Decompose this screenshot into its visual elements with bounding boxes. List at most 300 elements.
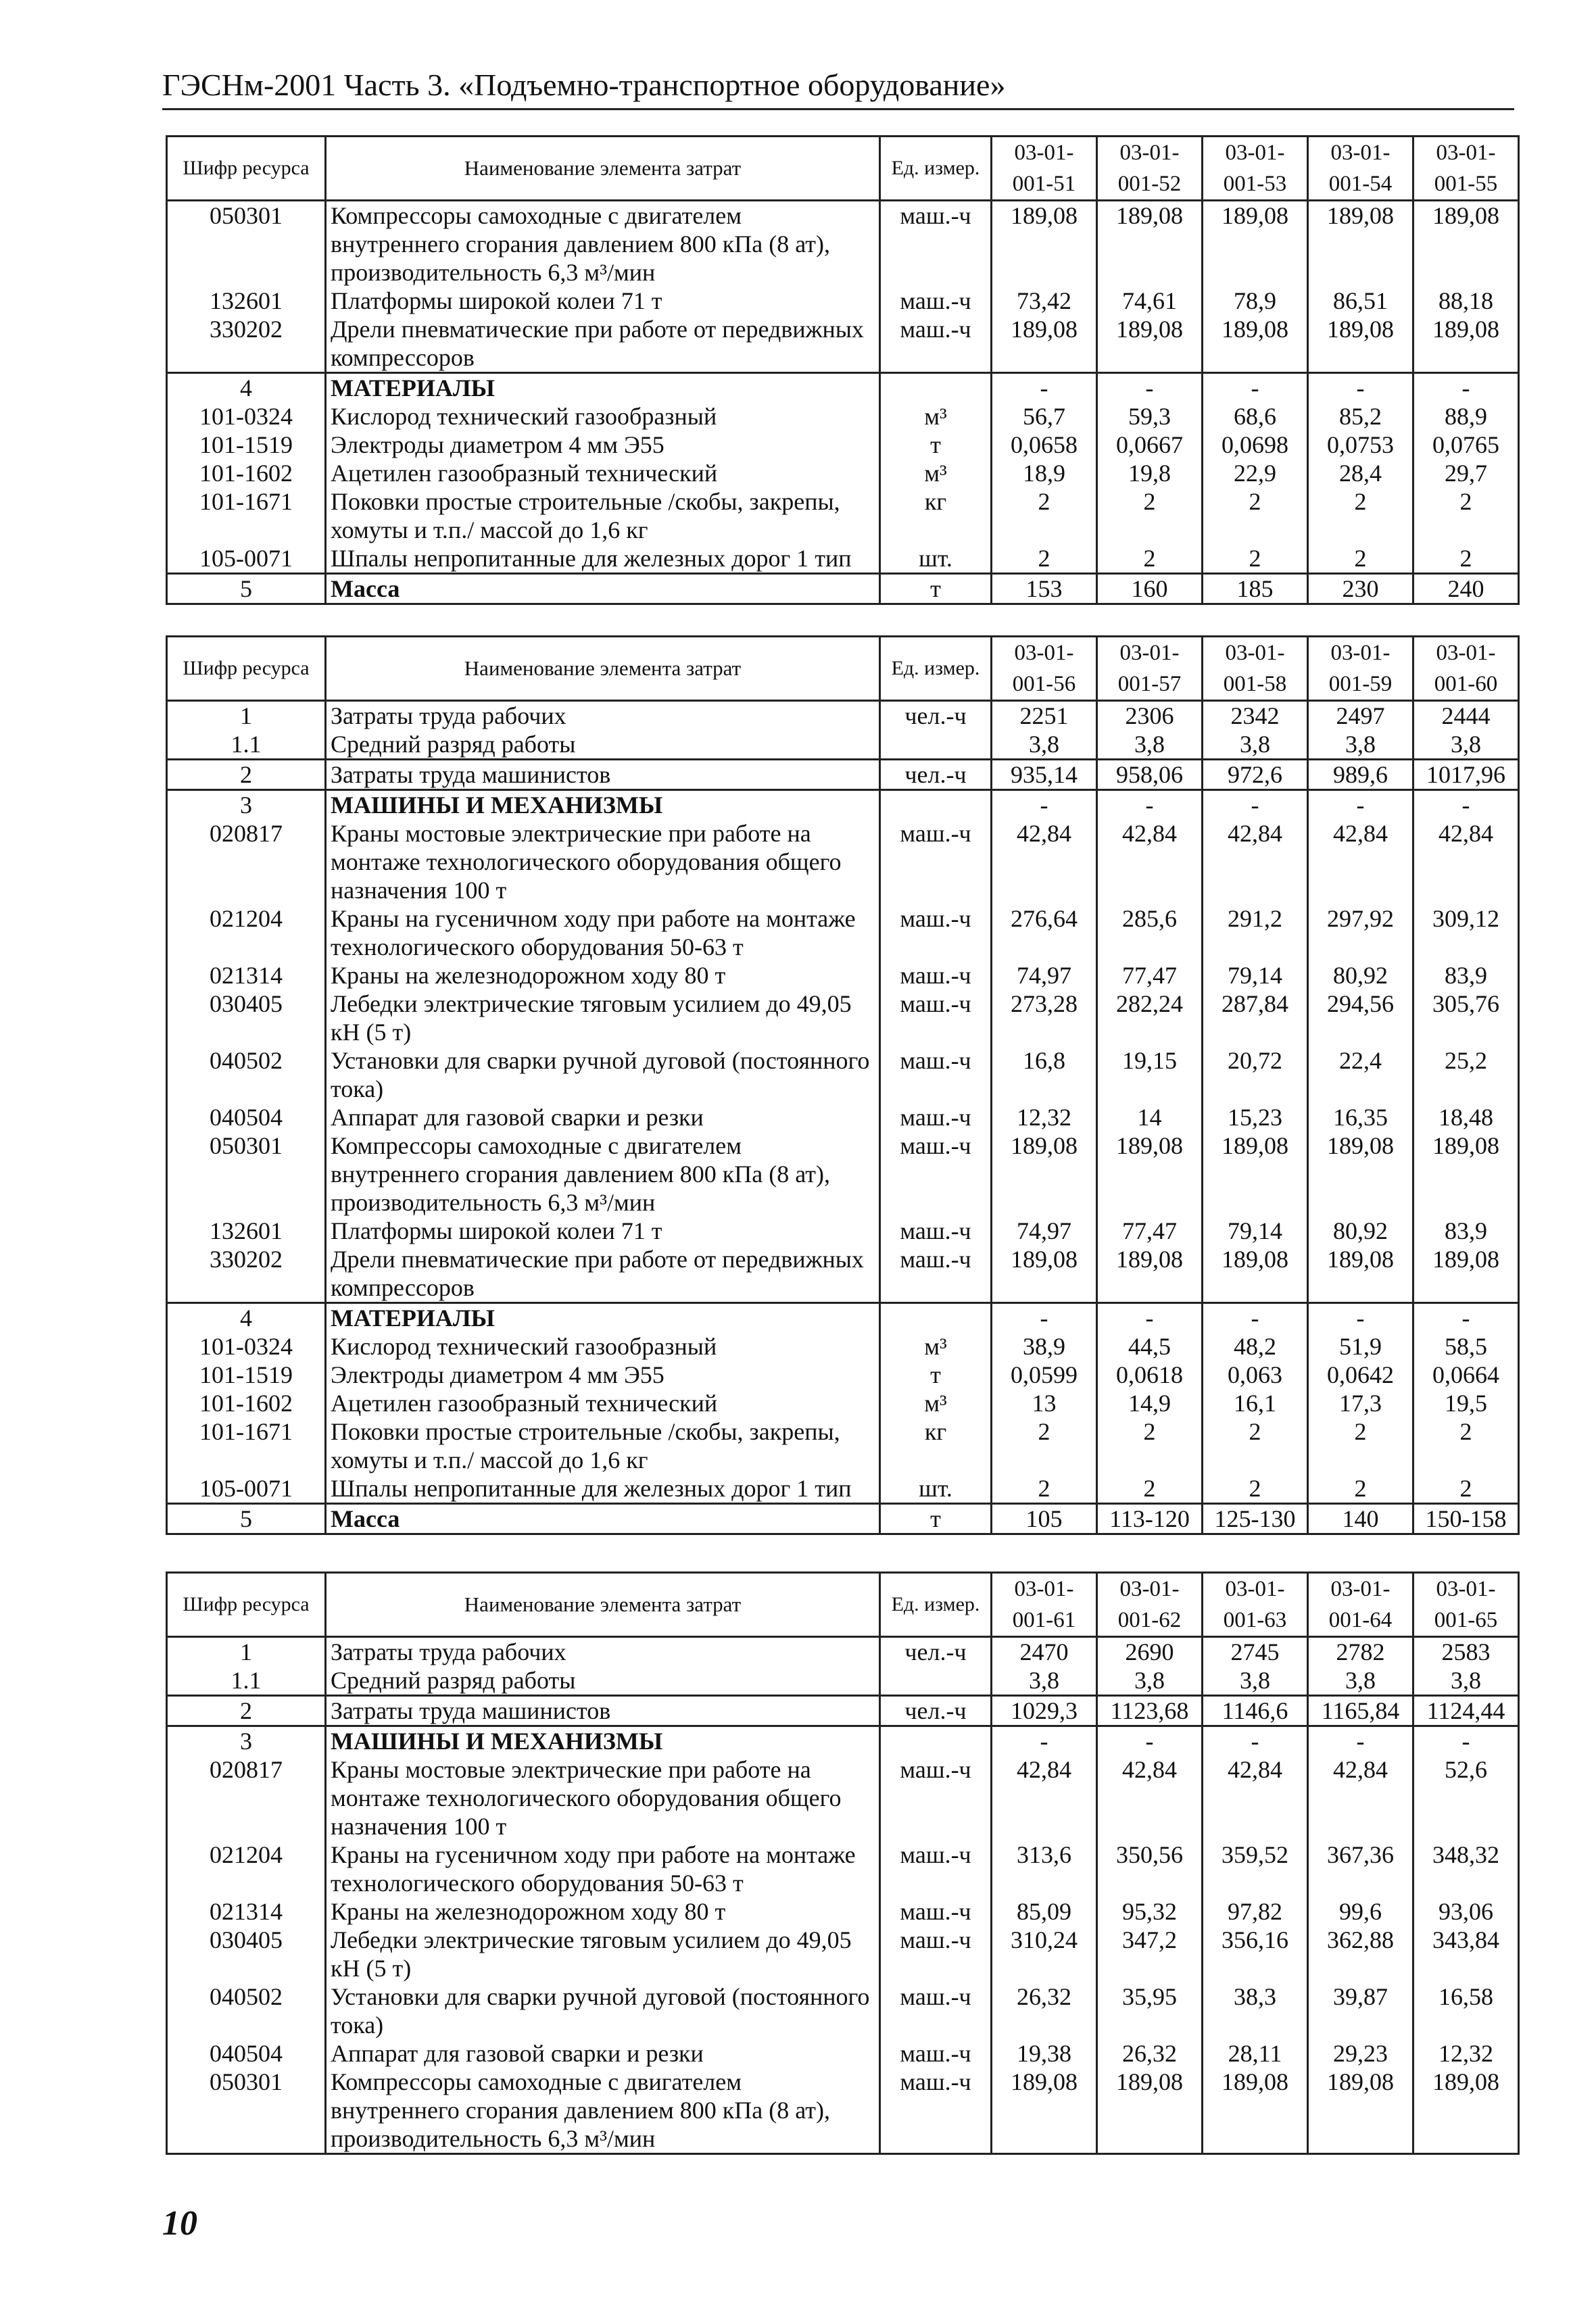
table-header-row bbox=[167, 637, 1519, 701]
norm-value: 1165,84 bbox=[1308, 1696, 1413, 1726]
column-header-norm-code: 03-01- 001-61 bbox=[992, 1573, 1097, 1637]
table-row bbox=[167, 1103, 1519, 1131]
norm-value: 189,08 bbox=[992, 2068, 1097, 2154]
norm-value: - bbox=[1203, 1303, 1308, 1333]
norm-value: 3,8 bbox=[1203, 1666, 1308, 1696]
cost-element-name: Компрессоры самоходные с двигателем внутреннего сгорания давлением 800 кПа (8 ат), производительность 6,3 м³/мин bbox=[326, 201, 880, 287]
column-header-norm-code: 03-01- 001-58 bbox=[1203, 637, 1308, 701]
norm-value: 2 bbox=[1097, 487, 1203, 544]
table-row bbox=[167, 790, 1519, 820]
norm-value: 3,8 bbox=[1097, 1666, 1203, 1696]
norm-value: 38,9 bbox=[992, 1332, 1097, 1361]
norm-value: 2470 bbox=[992, 1637, 1097, 1667]
norm-value: - bbox=[1413, 1726, 1519, 1756]
norm-value: 1029,3 bbox=[992, 1696, 1097, 1726]
norm-value: 2 bbox=[1203, 1474, 1308, 1504]
cost-element-name: Поковки простые строительные /скобы, закрепы, хомуты и т.п./ массой до 1,6 кг bbox=[326, 487, 880, 544]
norm-value: 189,08 bbox=[1203, 315, 1308, 373]
norm-value: 16,35 bbox=[1308, 1103, 1413, 1131]
cost-element-name: Средний разряд работы bbox=[326, 730, 880, 760]
norm-value: 39,87 bbox=[1308, 1982, 1413, 2039]
norm-value: 153 bbox=[992, 574, 1097, 604]
rate-table-1 bbox=[166, 135, 1520, 605]
norm-value: 80,92 bbox=[1308, 1217, 1413, 1245]
table-row bbox=[167, 1841, 1519, 1897]
norm-value: 42,84 bbox=[1097, 819, 1203, 904]
column-header-norm-code: 03-01- 001-59 bbox=[1308, 637, 1413, 701]
norm-value: 0,0658 bbox=[992, 431, 1097, 459]
unit-of-measure: т bbox=[880, 431, 992, 459]
unit-of-measure: маш.-ч bbox=[880, 1131, 992, 1217]
norm-value: 78,9 bbox=[1203, 287, 1308, 315]
resource-code: 1 bbox=[167, 701, 326, 731]
cost-element-name: Платформы широкой колеи 71 т bbox=[326, 287, 880, 315]
unit-of-measure bbox=[880, 1666, 992, 1696]
norm-value: 17,3 bbox=[1308, 1389, 1413, 1417]
cost-element-name: Электроды диаметром 4 мм Э55 bbox=[326, 1361, 880, 1389]
column-header-norm-code: 03-01- 001-53 bbox=[1203, 137, 1308, 201]
norm-value: 42,84 bbox=[992, 1755, 1097, 1841]
table-row bbox=[167, 2068, 1519, 2154]
table-row bbox=[167, 1666, 1519, 1696]
unit-of-measure: м³ bbox=[880, 1332, 992, 1361]
cost-element-name: Кислород технический газообразный bbox=[326, 402, 880, 431]
norm-value: 42,84 bbox=[992, 819, 1097, 904]
norm-value: 189,08 bbox=[1203, 201, 1308, 287]
unit-of-measure: шт. bbox=[880, 1474, 992, 1504]
norm-value: 185 bbox=[1203, 574, 1308, 604]
norm-value: 160 bbox=[1097, 574, 1203, 604]
norm-value: 18,48 bbox=[1413, 1103, 1519, 1131]
norm-value: 22,9 bbox=[1203, 459, 1308, 487]
norm-value: 42,84 bbox=[1203, 819, 1308, 904]
resource-code: 3 bbox=[167, 1726, 326, 1756]
norm-value: 42,84 bbox=[1308, 1755, 1413, 1841]
norm-value: 86,51 bbox=[1308, 287, 1413, 315]
resource-code: 330202 bbox=[167, 1245, 326, 1303]
norm-value: 189,08 bbox=[1308, 1245, 1413, 1303]
norm-value: 276,64 bbox=[992, 904, 1097, 961]
column-header-norm-code: 03-01- 001-55 bbox=[1413, 137, 1519, 201]
norm-value: - bbox=[1413, 1303, 1519, 1333]
cost-element-name: Платформы широкой колеи 71 т bbox=[326, 1217, 880, 1245]
norm-value: 189,08 bbox=[1308, 1131, 1413, 1217]
cost-element-name: Дрели пневматические при работе от передвижных компрессоров bbox=[326, 1245, 880, 1303]
norm-value: 105 bbox=[992, 1504, 1097, 1534]
norm-value: 79,14 bbox=[1203, 1217, 1308, 1245]
norm-value: 362,88 bbox=[1308, 1926, 1413, 1982]
cost-element-name: Шпалы непропитанные для железных дорог 1 тип bbox=[326, 544, 880, 574]
norm-value: 42,84 bbox=[1097, 1755, 1203, 1841]
norm-value: 189,08 bbox=[1097, 1245, 1203, 1303]
resource-code: 040504 bbox=[167, 1103, 326, 1131]
cost-element-name: Краны на железнодорожном ходу 80 т bbox=[326, 961, 880, 990]
column-header-norm-code: 03-01- 001-54 bbox=[1308, 137, 1413, 201]
norm-value: 58,5 bbox=[1413, 1332, 1519, 1361]
norm-value: 2 bbox=[1097, 544, 1203, 574]
table-header-row bbox=[167, 1573, 1519, 1637]
unit-of-measure: маш.-ч bbox=[880, 961, 992, 990]
cost-element-name: Компрессоры самоходные с двигателем внутреннего сгорания давлением 800 кПа (8 ат), производительность 6,3 м³/мин bbox=[326, 2068, 880, 2154]
table-row bbox=[167, 1245, 1519, 1303]
resource-code: 101-1602 bbox=[167, 1389, 326, 1417]
norm-value: 313,6 bbox=[992, 1841, 1097, 1897]
norm-value: - bbox=[1413, 790, 1519, 820]
resource-code: 050301 bbox=[167, 1131, 326, 1217]
column-header-norm-code: 03-01- 001-56 bbox=[992, 637, 1097, 701]
resource-code: 021204 bbox=[167, 904, 326, 961]
cost-element-name: Установки для сварки ручной дуговой (постоянного тока) bbox=[326, 1982, 880, 2039]
norm-value: 0,0618 bbox=[1097, 1361, 1203, 1389]
cost-element-name: Аппарат для газовой сварки и резки bbox=[326, 2039, 880, 2068]
norm-value: 0,063 bbox=[1203, 1361, 1308, 1389]
resource-code: 105-0071 bbox=[167, 1474, 326, 1504]
norm-value: 2251 bbox=[992, 701, 1097, 731]
norm-value: 1123,68 bbox=[1097, 1696, 1203, 1726]
norm-value: 85,2 bbox=[1308, 402, 1413, 431]
norm-value: 310,24 bbox=[992, 1926, 1097, 1982]
resource-code: 3 bbox=[167, 790, 326, 820]
unit-of-measure bbox=[880, 1726, 992, 1756]
norm-value: 189,08 bbox=[992, 201, 1097, 287]
norm-value: 38,3 bbox=[1203, 1982, 1308, 2039]
norm-value: 2782 bbox=[1308, 1637, 1413, 1667]
unit-of-measure: м³ bbox=[880, 459, 992, 487]
norm-value: 42,84 bbox=[1413, 819, 1519, 904]
norm-value: 18,9 bbox=[992, 459, 1097, 487]
norm-value: 74,61 bbox=[1097, 287, 1203, 315]
norm-value: 85,09 bbox=[992, 1897, 1097, 1926]
norm-value: 74,97 bbox=[992, 1217, 1097, 1245]
norm-value: 367,36 bbox=[1308, 1841, 1413, 1897]
norm-value: 0,0664 bbox=[1413, 1361, 1519, 1389]
table-row bbox=[167, 315, 1519, 373]
norm-value: 2 bbox=[992, 487, 1097, 544]
norm-value: 150-158 bbox=[1413, 1504, 1519, 1534]
table-row bbox=[167, 402, 1519, 431]
norm-value: 2306 bbox=[1097, 701, 1203, 731]
norm-value: 2 bbox=[1413, 544, 1519, 574]
norm-value: 189,08 bbox=[992, 1131, 1097, 1217]
cost-element-name: Электроды диаметром 4 мм Э55 bbox=[326, 431, 880, 459]
norm-value: 79,14 bbox=[1203, 961, 1308, 990]
unit-of-measure: маш.-ч bbox=[880, 1926, 992, 1982]
norm-value: 2 bbox=[1308, 1417, 1413, 1474]
table-row bbox=[167, 1389, 1519, 1417]
norm-value: 19,38 bbox=[992, 2039, 1097, 2068]
cost-element-name: Ацетилен газообразный технический bbox=[326, 1389, 880, 1417]
norm-value: 113-120 bbox=[1097, 1504, 1203, 1534]
table-row bbox=[167, 201, 1519, 287]
norm-value: 28,11 bbox=[1203, 2039, 1308, 2068]
norm-value: 189,08 bbox=[992, 315, 1097, 373]
table-row bbox=[167, 1755, 1519, 1841]
cost-element-name: Шпалы непропитанные для железных дорог 1 тип bbox=[326, 1474, 880, 1504]
table-row bbox=[167, 1897, 1519, 1926]
cost-element-name: МАШИНЫ И МЕХАНИЗМЫ bbox=[326, 790, 880, 820]
resource-code: 1.1 bbox=[167, 1666, 326, 1696]
column-header-unit: Ед. измер. bbox=[880, 137, 992, 201]
cost-element-name: Краны мостовые электрические при работе на монтаже технологического оборудования общего назначения 100 т bbox=[326, 1755, 880, 1841]
column-header-norm-code: 03-01- 001-57 bbox=[1097, 637, 1203, 701]
table-row bbox=[167, 819, 1519, 904]
norm-value: 52,6 bbox=[1413, 1755, 1519, 1841]
norm-value: 2444 bbox=[1413, 701, 1519, 731]
resource-code: 040504 bbox=[167, 2039, 326, 2068]
norm-value: 1124,44 bbox=[1413, 1696, 1519, 1726]
unit-of-measure: чел.-ч bbox=[880, 1696, 992, 1726]
norm-value: 348,32 bbox=[1413, 1841, 1519, 1897]
norm-value: 2 bbox=[992, 1417, 1097, 1474]
norm-value: 189,08 bbox=[1308, 2068, 1413, 2154]
table-row bbox=[167, 1696, 1519, 1726]
resource-code: 5 bbox=[167, 1504, 326, 1534]
norm-value: 44,5 bbox=[1097, 1332, 1203, 1361]
norm-value: 80,92 bbox=[1308, 961, 1413, 990]
unit-of-measure: маш.-ч bbox=[880, 1841, 992, 1897]
norm-value: 16,1 bbox=[1203, 1389, 1308, 1417]
column-header-name: Наименование элемента затрат bbox=[326, 137, 880, 201]
unit-of-measure: маш.-ч bbox=[880, 1982, 992, 2039]
cost-element-name: Краны на гусеничном ходу при работе на монтаже технологического оборудования 50-63 т bbox=[326, 904, 880, 961]
table-row bbox=[167, 1131, 1519, 1217]
cost-element-name: Кислород технический газообразный bbox=[326, 1332, 880, 1361]
norm-value: 189,08 bbox=[1203, 2068, 1308, 2154]
norm-value: 0,0753 bbox=[1308, 431, 1413, 459]
norm-value: 83,9 bbox=[1413, 961, 1519, 990]
norm-value: 97,82 bbox=[1203, 1897, 1308, 1926]
norm-value: 189,08 bbox=[1203, 1131, 1308, 1217]
table-row bbox=[167, 1504, 1519, 1534]
table-row bbox=[167, 1332, 1519, 1361]
norm-value: 56,7 bbox=[992, 402, 1097, 431]
norm-value: 35,95 bbox=[1097, 1982, 1203, 2039]
column-header-code: Шифр ресурса bbox=[167, 137, 326, 201]
norm-value: 77,47 bbox=[1097, 1217, 1203, 1245]
unit-of-measure bbox=[880, 790, 992, 820]
norm-value: 16,8 bbox=[992, 1046, 1097, 1103]
norm-value: 189,08 bbox=[1308, 201, 1413, 287]
resource-code: 132601 bbox=[167, 1217, 326, 1245]
norm-value: 95,32 bbox=[1097, 1897, 1203, 1926]
cost-element-name: Лебедки электрические тяговым усилием до 49,05 кН (5 т) bbox=[326, 990, 880, 1046]
resource-code: 040502 bbox=[167, 1982, 326, 2039]
norm-value: 20,72 bbox=[1203, 1046, 1308, 1103]
norm-value: 291,2 bbox=[1203, 904, 1308, 961]
norm-value: 347,2 bbox=[1097, 1926, 1203, 1982]
table-row bbox=[167, 1982, 1519, 2039]
norm-value: 2745 bbox=[1203, 1637, 1308, 1667]
norm-value: 189,08 bbox=[1203, 1245, 1308, 1303]
table-row bbox=[167, 1926, 1519, 1982]
norm-value: 13 bbox=[992, 1389, 1097, 1417]
unit-of-measure: шт. bbox=[880, 544, 992, 574]
resource-code: 021204 bbox=[167, 1841, 326, 1897]
table-row bbox=[167, 287, 1519, 315]
norm-value: 3,8 bbox=[1203, 730, 1308, 760]
norm-value: 42,84 bbox=[1203, 1755, 1308, 1841]
cost-element-name: Затраты труда машинистов bbox=[326, 760, 880, 790]
norm-value: - bbox=[1097, 373, 1203, 403]
norm-value: - bbox=[1308, 790, 1413, 820]
norm-value: 74,97 bbox=[992, 961, 1097, 990]
norm-value: - bbox=[992, 1726, 1097, 1756]
norm-value: - bbox=[1203, 790, 1308, 820]
column-header-norm-code: 03-01- 001-62 bbox=[1097, 1573, 1203, 1637]
cost-element-name: Затраты труда рабочих bbox=[326, 1637, 880, 1667]
norm-value: 3,8 bbox=[1308, 1666, 1413, 1696]
norm-value: 29,7 bbox=[1413, 459, 1519, 487]
unit-of-measure: маш.-ч bbox=[880, 201, 992, 287]
resource-code: 020817 bbox=[167, 819, 326, 904]
table-row bbox=[167, 1417, 1519, 1474]
norm-value: - bbox=[1308, 1303, 1413, 1333]
norm-value: 28,4 bbox=[1308, 459, 1413, 487]
cost-element-name: Масса bbox=[326, 1504, 880, 1534]
norm-value: - bbox=[1308, 373, 1413, 403]
resource-code: 4 bbox=[167, 1303, 326, 1333]
table-row bbox=[167, 730, 1519, 760]
resource-code: 040502 bbox=[167, 1046, 326, 1103]
column-header-code: Шифр ресурса bbox=[167, 1573, 326, 1637]
resource-code: 101-0324 bbox=[167, 402, 326, 431]
resource-code: 330202 bbox=[167, 315, 326, 373]
norm-value: 26,32 bbox=[992, 1982, 1097, 2039]
norm-value: 189,08 bbox=[1097, 201, 1203, 287]
norm-value: 350,56 bbox=[1097, 1841, 1203, 1897]
norm-value: 2 bbox=[1203, 1417, 1308, 1474]
cost-element-name: Краны мостовые электрические при работе на монтаже технологического оборудования общего назначения 100 т bbox=[326, 819, 880, 904]
norm-value: 3,8 bbox=[1097, 730, 1203, 760]
norm-value: 2583 bbox=[1413, 1637, 1519, 1667]
unit-of-measure: маш.-ч bbox=[880, 287, 992, 315]
norm-value: 19,15 bbox=[1097, 1046, 1203, 1103]
norm-value: 29,23 bbox=[1308, 2039, 1413, 2068]
cost-element-name: Дрели пневматические при работе от передвижных компрессоров bbox=[326, 315, 880, 373]
unit-of-measure: маш.-ч bbox=[880, 990, 992, 1046]
norm-value: 2 bbox=[1308, 544, 1413, 574]
norm-value: 0,0765 bbox=[1413, 431, 1519, 459]
unit-of-measure: маш.-ч bbox=[880, 1755, 992, 1841]
norm-value: 1146,6 bbox=[1203, 1696, 1308, 1726]
norm-value: 343,84 bbox=[1413, 1926, 1519, 1982]
unit-of-measure: т bbox=[880, 1361, 992, 1389]
resource-code: 101-1519 bbox=[167, 431, 326, 459]
table-row bbox=[167, 2039, 1519, 2068]
resource-code: 5 bbox=[167, 574, 326, 604]
norm-value: 22,4 bbox=[1308, 1046, 1413, 1103]
unit-of-measure: маш.-ч bbox=[880, 2039, 992, 2068]
norm-value: 2 bbox=[1413, 487, 1519, 544]
norm-value: - bbox=[1203, 1726, 1308, 1756]
norm-value: 3,8 bbox=[1413, 1666, 1519, 1696]
norm-value: 48,2 bbox=[1203, 1332, 1308, 1361]
norm-value: 2 bbox=[1097, 1417, 1203, 1474]
resource-code: 020817 bbox=[167, 1755, 326, 1841]
norm-value: 3,8 bbox=[992, 1666, 1097, 1696]
norm-value: 989,6 bbox=[1308, 760, 1413, 790]
norm-value: 73,42 bbox=[992, 287, 1097, 315]
norm-value: 309,12 bbox=[1413, 904, 1519, 961]
resource-code: 1.1 bbox=[167, 730, 326, 760]
table-header-row bbox=[167, 137, 1519, 201]
norm-value: 140 bbox=[1308, 1504, 1413, 1534]
column-header-unit: Ед. измер. bbox=[880, 637, 992, 701]
norm-value: 14,9 bbox=[1097, 1389, 1203, 1417]
norm-value: 3,8 bbox=[1413, 730, 1519, 760]
norm-value: 287,84 bbox=[1203, 990, 1308, 1046]
table-row bbox=[167, 1303, 1519, 1333]
table-row bbox=[167, 544, 1519, 574]
column-header-norm-code: 03-01- 001-60 bbox=[1413, 637, 1519, 701]
table-row bbox=[167, 904, 1519, 961]
table-row bbox=[167, 961, 1519, 990]
norm-value: 12,32 bbox=[992, 1103, 1097, 1131]
norm-value: 15,23 bbox=[1203, 1103, 1308, 1131]
norm-value: 294,56 bbox=[1308, 990, 1413, 1046]
table-row bbox=[167, 431, 1519, 459]
norm-value: - bbox=[1203, 373, 1308, 403]
cost-element-name: Масса bbox=[326, 574, 880, 604]
cost-element-name: Краны на гусеничном ходу при работе на монтаже технологического оборудования 50-63 т bbox=[326, 1841, 880, 1897]
unit-of-measure: маш.-ч bbox=[880, 1897, 992, 1926]
norm-value: 189,08 bbox=[1413, 1245, 1519, 1303]
cost-element-name: Установки для сварки ручной дуговой (постоянного тока) bbox=[326, 1046, 880, 1103]
norm-value: 297,92 bbox=[1308, 904, 1413, 961]
norm-value: 3,8 bbox=[992, 730, 1097, 760]
cost-element-name: Компрессоры самоходные с двигателем внутреннего сгорания давлением 800 кПа (8 ат), производительность 6,3 м³/мин bbox=[326, 1131, 880, 1217]
unit-of-measure: маш.-ч bbox=[880, 904, 992, 961]
norm-value: 189,08 bbox=[1308, 315, 1413, 373]
norm-value: 51,9 bbox=[1308, 1332, 1413, 1361]
norm-value: 3,8 bbox=[1308, 730, 1413, 760]
norm-value: 2 bbox=[1308, 487, 1413, 544]
norm-value: 0,0642 bbox=[1308, 1361, 1413, 1389]
norm-value: 189,08 bbox=[1097, 1131, 1203, 1217]
cost-element-name: Краны на железнодорожном ходу 80 т bbox=[326, 1897, 880, 1926]
norm-value: 0,0667 bbox=[1097, 431, 1203, 459]
column-header-norm-code: 03-01- 001-63 bbox=[1203, 1573, 1308, 1637]
norm-value: 93,06 bbox=[1413, 1897, 1519, 1926]
norm-value: 68,6 bbox=[1203, 402, 1308, 431]
table-row bbox=[167, 760, 1519, 790]
norm-value: 189,08 bbox=[1097, 315, 1203, 373]
norm-value: - bbox=[1097, 1303, 1203, 1333]
norm-value: - bbox=[992, 1303, 1097, 1333]
table-row bbox=[167, 487, 1519, 544]
unit-of-measure: м³ bbox=[880, 1389, 992, 1417]
header-rule bbox=[162, 108, 1514, 110]
norm-value: 2 bbox=[1097, 1474, 1203, 1504]
norm-value: 359,52 bbox=[1203, 1841, 1308, 1897]
norm-value: 12,32 bbox=[1413, 2039, 1519, 2068]
cost-element-name: Поковки простые строительные /скобы, закрепы, хомуты и т.п./ массой до 1,6 кг bbox=[326, 1417, 880, 1474]
table-row bbox=[167, 990, 1519, 1046]
norm-value: 282,24 bbox=[1097, 990, 1203, 1046]
norm-value: - bbox=[1308, 1726, 1413, 1756]
table-row bbox=[167, 574, 1519, 604]
resource-code: 4 bbox=[167, 373, 326, 403]
norm-value: 189,08 bbox=[1413, 2068, 1519, 2154]
norm-value: 88,9 bbox=[1413, 402, 1519, 431]
norm-value: 2 bbox=[1413, 1417, 1519, 1474]
resource-code: 030405 bbox=[167, 990, 326, 1046]
cost-element-name: Лебедки электрические тяговым усилием до 49,05 кН (5 т) bbox=[326, 1926, 880, 1982]
norm-value: 42,84 bbox=[1308, 819, 1413, 904]
table-row bbox=[167, 373, 1519, 403]
cost-element-name: МАШИНЫ И МЕХАНИЗМЫ bbox=[326, 1726, 880, 1756]
unit-of-measure: маш.-ч bbox=[880, 1046, 992, 1103]
